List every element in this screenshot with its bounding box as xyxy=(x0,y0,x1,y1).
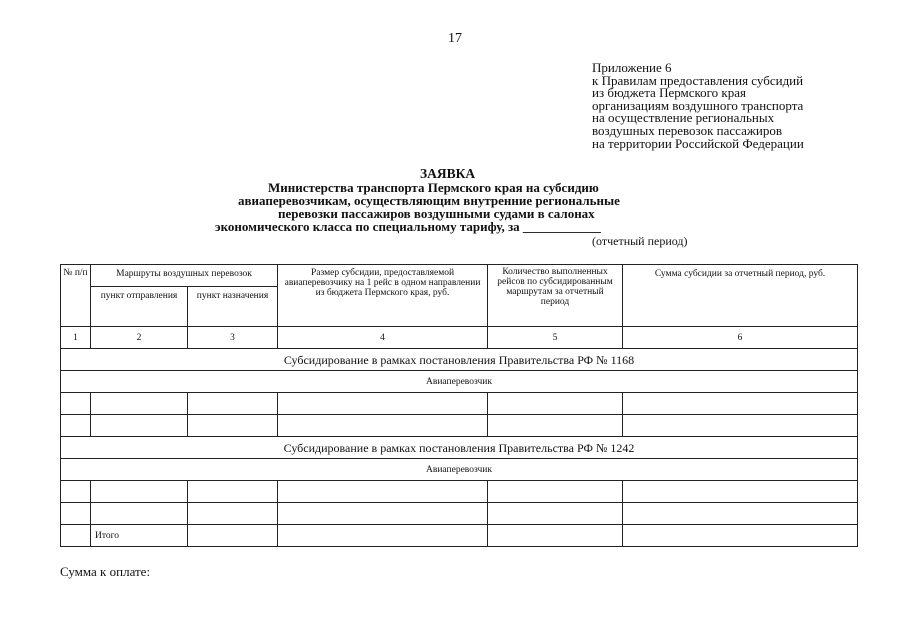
subtitle-line: авиаперевозчикам, осуществляющим внутренние региональные xyxy=(238,193,620,208)
header-routes: Маршруты воздушных перевозок xyxy=(91,265,278,287)
section-row: Субсидирование в рамках постановления Правительства РФ № 1242 xyxy=(61,437,858,459)
column-number: 2 xyxy=(91,327,188,349)
column-number: 1 xyxy=(61,327,91,349)
header-flights: Количество выполненных рейсов по субсидированным маршрутам за отчетный период xyxy=(488,265,623,327)
subtitle-line: перевозки пассажиров воздушными судами в салонах xyxy=(278,206,595,221)
section-row: Субсидирование в рамках постановления Правительства РФ № 1168 xyxy=(61,349,858,371)
subtitle-line: Министерства транспорта Пермского края на субсидию xyxy=(268,180,599,195)
header-destination: пункт назначения xyxy=(188,287,278,327)
header-departure: пункт отправления xyxy=(91,287,188,327)
amount-label: Сумма к оплате: xyxy=(60,564,151,579)
table-row xyxy=(61,393,858,415)
appendix-line: на осуществление региональных xyxy=(592,110,775,126)
carrier-row: Авиаперевозчик xyxy=(61,371,858,393)
appendix-line: к Правилам предоставления субсидий xyxy=(592,72,804,88)
header-number: № п/п xyxy=(61,265,91,327)
period-caption: (отчетный период) xyxy=(592,234,688,248)
column-number: 4 xyxy=(278,327,488,349)
appendix-line: из бюджета Пермского края xyxy=(592,85,747,101)
table-row xyxy=(61,481,858,503)
appendix-line: воздушных перевозок пассажиров xyxy=(592,122,782,138)
table-row xyxy=(61,415,858,437)
table-row xyxy=(61,503,858,525)
subtitle-line: экономического класса по специальному тарифу, за ____________ xyxy=(215,219,601,234)
header-subsidy-size: Размер субсидии, предоставляемой авиаперевозчику на 1 рейс в одном направлении из бюджета Пермского края, руб. xyxy=(278,265,488,327)
column-number: 5 xyxy=(488,327,623,349)
appendix-line: на территории Российской Федерации xyxy=(592,135,804,151)
carrier-row: Авиаперевозчик xyxy=(61,459,858,481)
column-number: 6 xyxy=(623,327,858,349)
appendix-note xyxy=(592,62,804,150)
header-sum: Сумма субсидии за отчетный период, руб. xyxy=(623,265,858,327)
total-label: Итого xyxy=(91,525,188,547)
appendix-line: организациям воздушного транспорта xyxy=(592,97,804,113)
column-number: 3 xyxy=(188,327,278,349)
appendix-line: Приложение 6 xyxy=(592,60,672,75)
subsidy-table xyxy=(60,264,858,547)
page-number: 17 xyxy=(448,31,462,46)
total-row xyxy=(61,525,858,547)
document-title: ЗАЯВКА xyxy=(420,166,476,181)
